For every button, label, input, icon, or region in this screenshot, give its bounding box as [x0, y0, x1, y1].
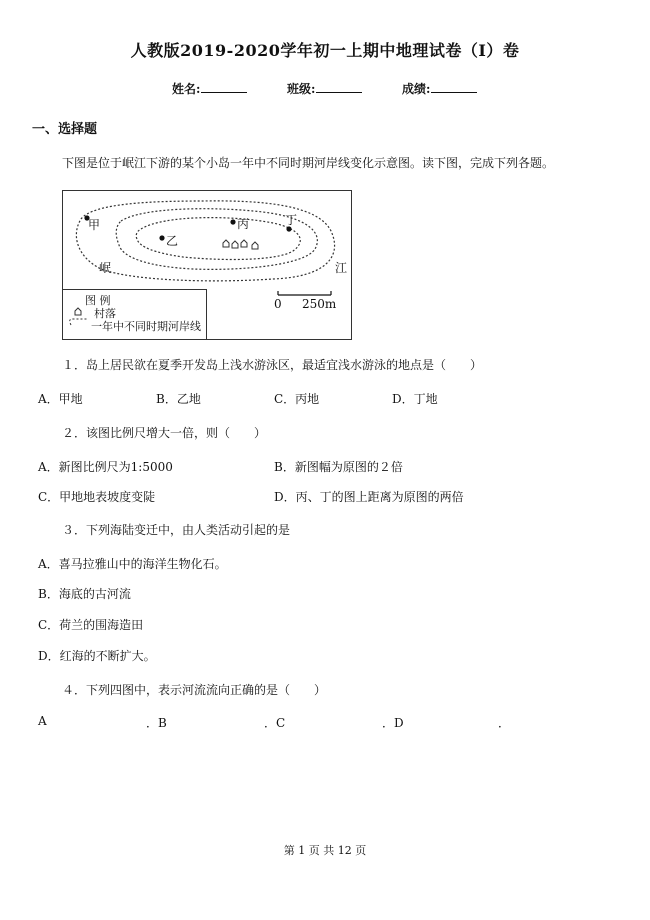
name-blank[interactable]	[201, 80, 247, 93]
legend-village-label: 村落	[94, 307, 116, 320]
score-field	[402, 80, 477, 97]
point-yi-label: 乙	[166, 234, 179, 248]
name-label: 姓名:	[172, 82, 201, 96]
q1-option-b[interactable]: B．乙地	[156, 392, 201, 406]
q3-option-b[interactable]: B．海底的古河流	[38, 587, 131, 601]
village-icon	[252, 242, 258, 249]
page-footer: 第 1 页 共 12 页	[283, 844, 367, 857]
section-heading: 一、选择题	[32, 122, 98, 137]
village-icon	[241, 240, 247, 247]
page-title: 人教版2019-2020学年初一上期中地理试卷（I）卷	[130, 41, 520, 60]
score-blank[interactable]	[431, 80, 477, 93]
question-intro: 下图是位于岷江下游的某个小岛一年中不同时期河岸线变化示意图。读下图，完成下列各题。	[62, 156, 555, 170]
legend-title: 图 例	[85, 294, 111, 307]
q4-option-c[interactable]: ．C	[264, 716, 286, 730]
q3-option-c[interactable]: C．荷兰的围海造田	[38, 618, 144, 632]
point-bing-label: 丙	[237, 217, 250, 231]
class-field	[287, 80, 362, 97]
legend-shoreline-label: 一年中不同时期河岸线	[91, 320, 201, 333]
class-label: 班级:	[287, 82, 316, 96]
village-icon	[232, 241, 238, 248]
score-label: 成绩:	[402, 82, 431, 96]
q4-option-a[interactable]: A	[38, 714, 47, 728]
scale-distance: 250m	[302, 297, 337, 311]
village-icon	[223, 240, 229, 247]
legend-box	[62, 289, 207, 340]
class-blank[interactable]	[316, 80, 362, 93]
q2-option-c[interactable]: C．甲地地表坡度变陡	[38, 490, 156, 504]
question-3-stem: ３．下列海陆变迁中，由人类活动引起的是	[62, 523, 291, 537]
question-1-stem: １．岛上居民欲在夏季开发岛上浅水游泳区，最适宜浅水游泳的地点是（ ）	[62, 358, 483, 372]
point-ding-label: 丁	[285, 213, 298, 227]
q4-option-d[interactable]: ．D	[382, 716, 404, 730]
q3-option-a[interactable]: A．喜马拉雅山中的海洋生物化石。	[38, 557, 227, 571]
river-label-jiang: 江	[335, 261, 348, 275]
scale-zero: 0	[274, 297, 282, 311]
q1-option-a[interactable]: A．甲地	[38, 392, 83, 406]
point-yi-dot	[159, 235, 164, 240]
point-bing-dot	[230, 219, 235, 224]
village-icons	[223, 240, 258, 249]
river-label-min: 岷	[99, 261, 112, 275]
q3-option-d[interactable]: D．红海的不断扩大。	[38, 649, 156, 663]
point-jia-label: 甲	[88, 218, 101, 232]
q1-option-c[interactable]: C．丙地	[274, 392, 320, 406]
q2-option-b[interactable]: B．新图幅为原图的２倍	[274, 460, 403, 474]
q1-option-d[interactable]: D．丁地	[392, 392, 438, 406]
name-field	[172, 80, 247, 97]
question-2-stem: ２．该图比例尺增大一倍，则（ ）	[62, 426, 267, 440]
q4-option-b[interactable]: ．B	[146, 716, 167, 730]
q2-option-a[interactable]: A．新图比例尺为1:5000	[38, 460, 173, 474]
q4-trailing-mark: ．	[498, 716, 511, 730]
question-4-stem: ４．下列四图中，表示河流流向正确的是（ ）	[62, 683, 327, 697]
q2-option-d[interactable]: D．丙、丁的图上距离为原图的两倍	[274, 490, 464, 504]
